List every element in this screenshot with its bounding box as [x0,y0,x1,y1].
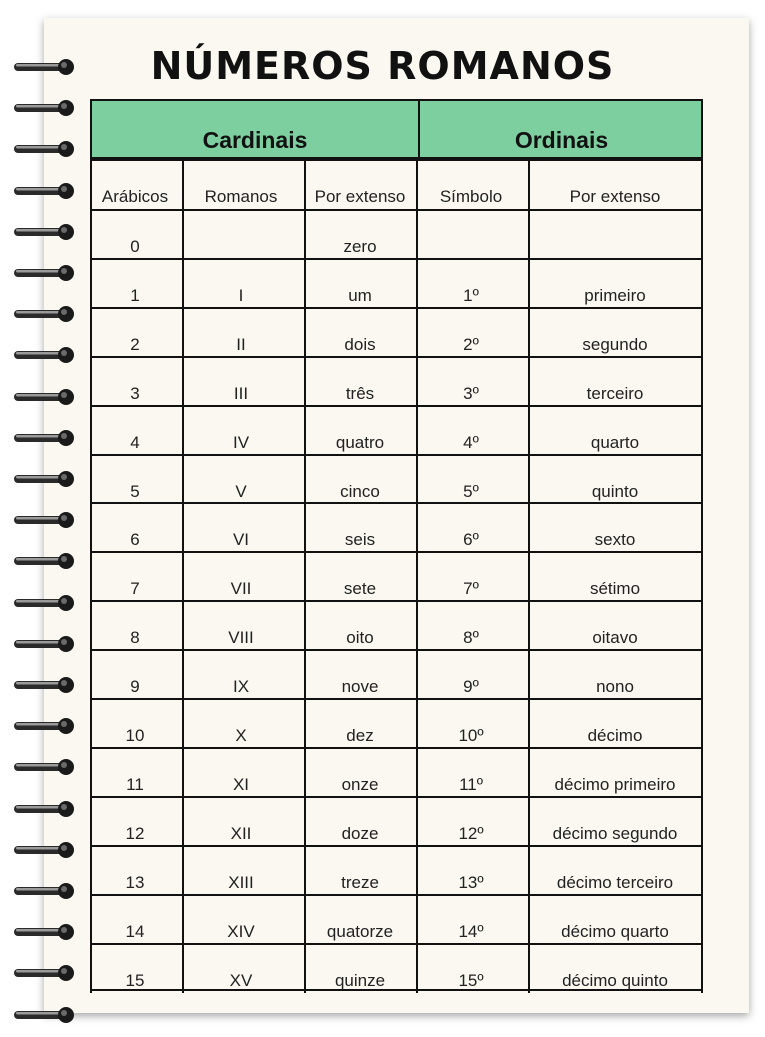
roman-cell: IV [232,432,250,452]
spiral-ring [12,98,78,118]
spiral-ring [12,963,78,983]
table-row-divider [90,845,703,847]
spiral-ring [12,345,78,365]
table-row-divider [90,796,703,798]
cardinal-words-cell: sete [343,579,377,599]
cardinal-words-cell: treze [341,872,379,892]
cardinal-words-cell: dois [344,334,376,354]
table-row-divider [90,209,703,211]
spiral-ring [12,1005,78,1025]
cardinal-group-title: Cardinais [202,127,308,153]
roman-cell: XIII [228,872,254,892]
cardinal-words-cell: seis [344,530,376,550]
column-header: Por extenso [314,187,406,206]
cardinal-words-cell: onze [341,774,379,794]
page-title: NÚMEROS ROMANOS [150,44,615,88]
spiral-binding [12,0,82,1037]
cardinal-words-cell: um [348,285,372,305]
ordinal-words-cell: sexto [594,530,636,550]
column-header: Símbolo [439,187,503,206]
arabic-cell: 13 [125,872,145,892]
roman-cell: IX [232,677,250,697]
table-row-divider [90,356,703,358]
table-row-divider [90,649,703,651]
roman-cell: II [236,334,246,354]
ordinal-symbol-cell: 1º [463,285,479,305]
roman-cell: VII [230,579,252,599]
ordinal-words-cell: sétimo [589,579,641,599]
arabic-cell: 3 [130,383,140,403]
ordinal-words-cell: quarto [590,432,640,452]
table-column-divider [304,159,306,993]
arabic-cell: 0 [130,237,140,256]
spiral-ring [12,881,78,901]
column-header: Por extenso [569,187,661,206]
arabic-cell: 5 [130,481,140,501]
roman-cell: VI [232,530,250,550]
ordinal-words-cell: décimo segundo [552,823,678,843]
spiral-ring [12,799,78,819]
spiral-ring [12,634,78,654]
ordinal-words-cell: décimo quinto [562,970,668,990]
ordinal-symbol-cell: 3º [463,383,479,403]
cardinal-words-cell: três [345,383,375,403]
column-header: Romanos [204,187,278,206]
table-row-divider [90,405,703,407]
ordinal-symbol-cell: 10º [458,726,484,745]
ordinal-words-cell: décimo terceiro [556,872,674,892]
ordinal-symbol-cell: 11º [459,774,483,794]
ordinal-symbol-cell: 4º [463,432,479,452]
ordinal-symbol-cell: 6º [463,530,479,550]
cardinal-words-cell: zero [343,237,377,256]
roman-cell: V [235,481,247,501]
table-column-divider [90,159,92,993]
arabic-cell: 9 [130,677,140,697]
cardinal-words-cell: quinze [334,970,386,990]
cardinal-words-cell: dez [346,726,374,745]
ordinal-words-cell: nono [596,677,634,697]
arabic-cell: 11 [126,774,144,794]
cardinal-words-cell: oito [346,628,374,648]
ordinal-words-cell: décimo [587,726,643,745]
spiral-ring [12,551,78,571]
cardinal-words-cell: quatorze [326,921,394,941]
arabic-cell: 6 [130,530,140,550]
cardinal-words-cell: doze [341,823,379,843]
ordinal-words-cell: décimo primeiro [554,774,676,794]
spiral-ring [12,716,78,736]
table-row-divider [90,600,703,602]
roman-cell: XIV [227,921,255,941]
ordinal-symbol-cell: 8º [463,628,479,648]
ordinal-words-cell: décimo quarto [561,921,669,941]
table-column-divider [701,159,703,993]
spiral-ring [12,510,78,530]
spiral-ring [12,387,78,407]
table-row-divider [90,894,703,896]
column-header: Arábicos [101,187,169,206]
table-row-divider [90,698,703,700]
arabic-cell: 12 [125,823,145,843]
ordinal-group-title: Ordinais [514,127,609,153]
table-column-divider [416,159,418,993]
table-row-divider [90,258,703,260]
ordinal-words-cell: segundo [582,334,648,354]
spiral-ring [12,222,78,242]
spiral-ring [12,181,78,201]
roman-cell: XV [229,970,253,990]
ordinal-symbol-cell: 5º [463,481,479,501]
roman-cell: III [233,383,249,403]
spiral-ring [12,139,78,159]
roman-cell: XI [232,774,250,794]
table-group-header [90,99,703,159]
arabic-cell: 14 [125,921,145,941]
roman-cell: VIII [228,628,254,648]
arabic-cell: 8 [130,628,140,648]
arabic-cell: 4 [130,432,140,452]
numbers-table [90,159,703,993]
ordinal-words-cell: primeiro [584,285,646,305]
spiral-ring [12,757,78,777]
arabic-cell: 2 [130,334,140,354]
ordinal-symbol-cell: 12º [458,823,484,843]
ordinal-symbol-cell: 13º [458,872,484,892]
table-column-divider [528,159,530,993]
table-row-divider [90,747,703,749]
ordinal-words-cell: terceiro [586,383,644,403]
spiral-ring [12,263,78,283]
spiral-ring [12,469,78,489]
cardinal-words-cell: quatro [335,432,385,452]
ordinal-words-cell: oitavo [592,628,638,648]
table-row-divider [90,943,703,945]
spiral-ring [12,840,78,860]
table-row-divider [90,502,703,504]
arabic-cell: 10 [125,726,145,745]
roman-cell: XII [230,823,252,843]
arabic-cell: 7 [130,579,140,599]
spiral-ring [12,922,78,942]
table-column-divider [182,159,184,993]
cardinal-words-cell: nove [341,677,379,697]
table-row-divider [90,307,703,309]
spiral-ring [12,675,78,695]
ordinal-symbol-cell: 15º [458,970,484,990]
ordinal-symbol-cell: 7º [463,579,479,599]
ordinal-symbol-cell: 14º [458,921,484,941]
spiral-ring [12,593,78,613]
ordinal-words-cell: quinto [591,481,639,501]
ordinal-symbol-cell: 9º [463,677,479,697]
arabic-cell: 1 [130,285,140,305]
arabic-cell: 15 [125,970,145,990]
table-row-divider [90,454,703,456]
roman-cell: I [238,285,244,305]
spiral-ring [12,304,78,324]
cardinal-words-cell: cinco [340,481,380,501]
table-row-divider [90,551,703,553]
spiral-ring [12,428,78,448]
roman-cell: X [235,726,247,745]
table-row-divider [90,159,703,161]
ordinal-symbol-cell: 2º [463,334,479,354]
